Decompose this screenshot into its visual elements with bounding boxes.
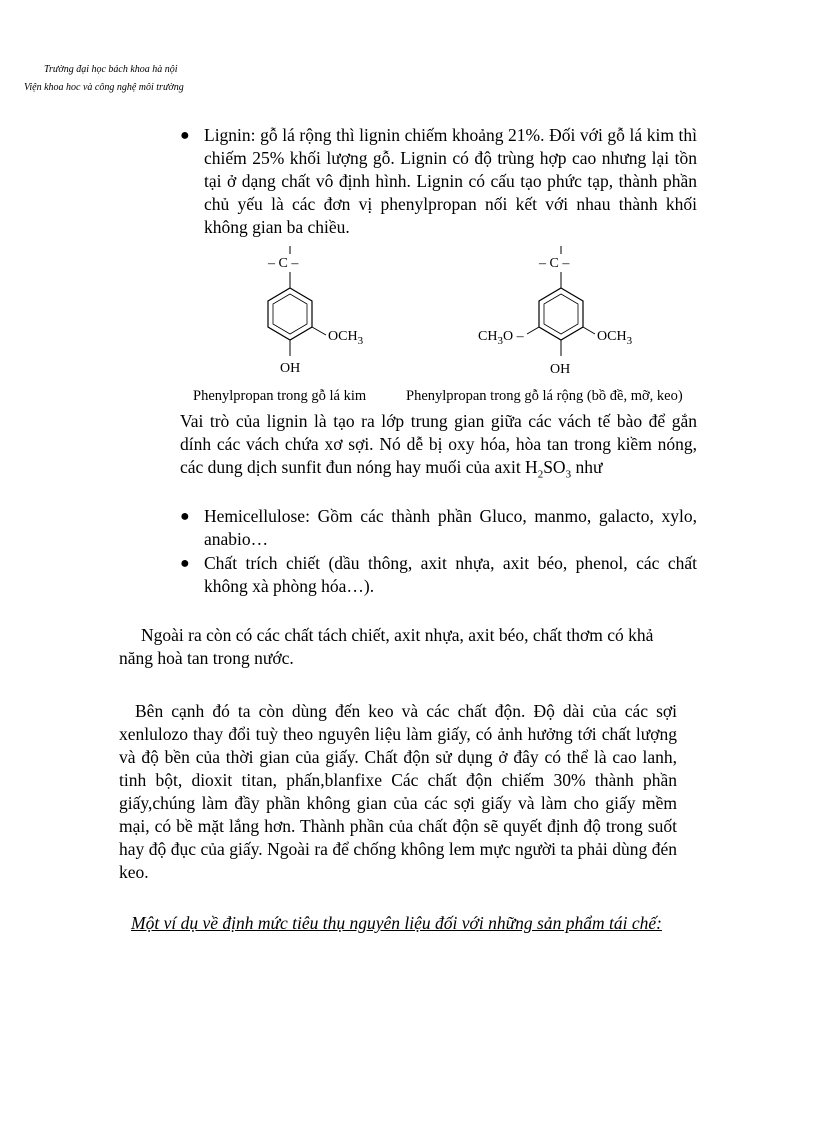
- bullet-extracts-text: Chất trích chiết (dầu thông, axit nhựa, axit béo, phenol, các chất không xà phòng hóa…).: [204, 553, 697, 596]
- paragraph-glue-fillers: Bên cạnh đó ta còn dùng đến keo và các chất độn. Độ dài của các sợi xenlulozo thay đổi tuỳ theo nguyên liệu làm giấy, có ảnh hưởng tới chất lượng và độ bền của thời gian của giấy. Chất độn sử dụng ở đây có thể là cao lanh, tinh bột, dioxit titan, phấn,blanfixe Các chất độn chiếm 30% thành phần giấy,chúng làm đầy phần không gian của các sợi giấy và làm cho giấy mềm mại, có bề mặt lắng hơn. Thành phần của chất độn sẽ quyết định độ trong suốt hay độ đục của giấy. Ngoài ra để chống không lem mực người ta phải dùng đén keo.: [119, 701, 677, 882]
- caption-conifer: Phenylpropan trong gỗ lá kim: [193, 388, 367, 404]
- header-institute: Viện khoa hoc và công nghệ môi trường: [24, 82, 184, 93]
- hardwood-oh: OH: [550, 362, 571, 377]
- bullet-dot: ●: [180, 508, 190, 525]
- hardwood-top-group: – C –: [539, 256, 570, 271]
- header-university: Trường đại học bách khoa hà nội: [44, 64, 178, 75]
- bullet-dot: ●: [180, 555, 190, 572]
- lignin-role-paragraph: Vai trò của lignin là tạo ra lớp trung gian giữa các vách tế bào để gắn dính các vách chứa xơ sợi. Nó dễ bị oxy hóa, hòa tan trong kiềm nóng, các dung dịch sunfit đun nóng hay muối của axit $H_2SO_3$ như: [180, 411, 697, 481]
- paragraph-extracts: Ngoài ra còn có các chất tách chiết, axit nhựa, axit béo, chất thơm có khả năng hoà tan trong nước.: [119, 625, 654, 668]
- bullet-dot: ●: [180, 127, 190, 144]
- conifer-och3: $OCH_3$: [328, 329, 364, 347]
- hardwood-och3: $OCH_3$: [597, 329, 633, 347]
- conifer-top-group: – C –: [268, 256, 299, 271]
- hardwood-ch3o: $CH_3O$ –: [478, 329, 524, 347]
- bullet-hemicellulose-text: Hemicellulose: Gồm các thành phần Gluco, manmo, galacto, xylo, anabio…: [204, 506, 697, 549]
- conifer-oh: OH: [280, 361, 301, 376]
- bullet-extracts: [180, 552, 697, 598]
- bullet-lignin: [180, 124, 697, 239]
- example-heading: Một ví dụ về định mức tiêu thụ nguyên liệu đối với những sản phẩm tái chế:: [131, 913, 662, 933]
- caption-hardwood: Phenylpropan trong gỗ lá rộng (bồ đề, mỡ, keo): [406, 388, 683, 404]
- bullet-hemicellulose: [180, 505, 697, 551]
- bullet-lignin-text: Lignin: gỗ lá rộng thì lignin chiếm khoảng 21%. Đối với gỗ lá kim thì chiếm 25% khối lượng gỗ. Lignin có độ trùng hợp cao nhưng lại tồn tại ở dạng chất vô định hình. Lignin có cấu tạo phức tạp, thành phần chủ yếu là các đơn vị phenylpropan nối kết với nhau thành khối không gian ba chiều.: [204, 125, 697, 237]
